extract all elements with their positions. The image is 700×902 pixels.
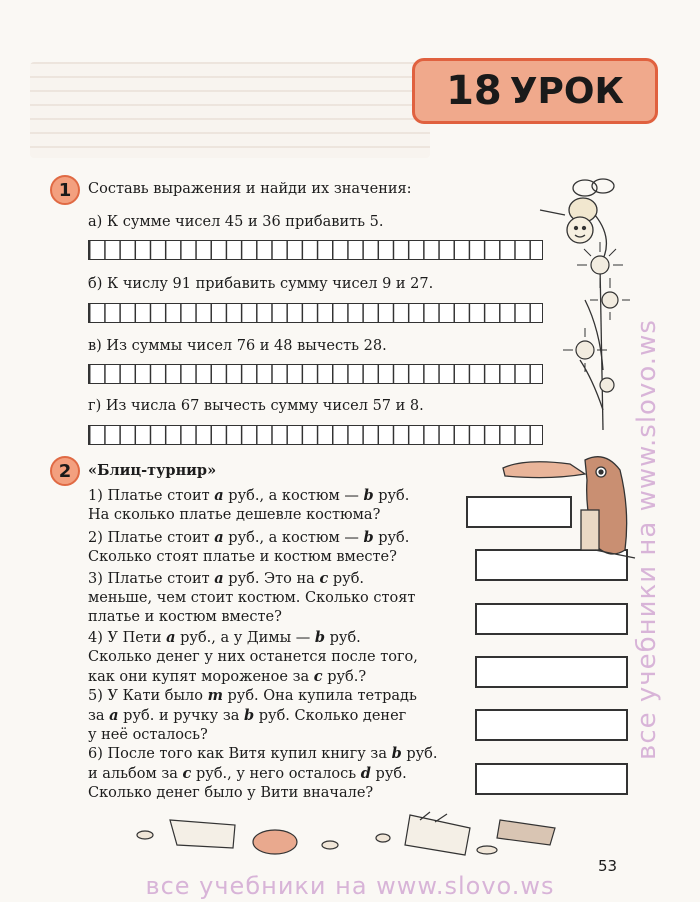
- task1-instruction: Составь выражения и найди их значения:: [88, 181, 412, 197]
- answer-box-6[interactable]: [475, 763, 628, 795]
- task1-item-d: г) Из числа 67 вычесть сумму чисел 57 и 8.: [88, 398, 424, 414]
- question-3: 3) Платье стоит a руб. Это на c руб. меньше, чем стоит костюм. Сколько стоят платье и костюм вместе?: [88, 570, 416, 625]
- task2-title: «Блиц-турнир»: [88, 462, 217, 479]
- question-5: 5) У Кати было m руб. Она купила тетрадь за a руб. и ручку за b руб. Сколько денег у неё осталось?: [88, 687, 417, 743]
- lesson-number: 18: [446, 68, 502, 114]
- task1-item-a: а) К сумме чисел 45 и 36 прибавить 5.: [88, 214, 384, 230]
- answer-box-5[interactable]: [475, 709, 628, 741]
- answer-box-4[interactable]: [475, 656, 628, 688]
- lesson-word: УРОК: [509, 70, 624, 112]
- answer-cells-b[interactable]: [88, 303, 543, 323]
- task2-number: 2: [50, 456, 80, 486]
- task1-item-c: в) Из суммы чисел 76 и 48 вычесть 28.: [88, 338, 387, 354]
- task1-number: 1: [50, 175, 80, 205]
- question-4: 4) У Пети a руб., а у Димы — b руб. Сколько денег у них останется после того, как они купят мороженое за c руб.?: [88, 629, 418, 685]
- watermark-bottom: все учебники на www.slovo.ws: [145, 872, 555, 900]
- answer-box-3[interactable]: [475, 603, 628, 635]
- question-1: 1) Платье стоит a руб., а костюм — b руб. На сколько платье дешевле костюма?: [88, 487, 410, 523]
- answer-cells-a[interactable]: [88, 240, 543, 260]
- bee-flower-illustration: [525, 170, 635, 435]
- watermark-side: все учебники на www.slovo.ws: [632, 319, 662, 760]
- lesson-badge: [412, 58, 658, 124]
- bottom-illustration: [125, 800, 565, 870]
- bleed-through-text: [30, 62, 430, 158]
- page-number: 53: [598, 857, 618, 875]
- owl-illustration: [495, 450, 645, 570]
- question-2: 2) Платье стоит a руб., а костюм — b руб. Сколько стоят платье и костюм вместе?: [88, 529, 410, 565]
- task1-item-b: б) К числу 91 прибавить сумму чисел 9 и 27.: [88, 276, 434, 292]
- answer-cells-c[interactable]: [88, 364, 543, 384]
- answer-cells-d[interactable]: [88, 425, 543, 445]
- question-6: 6) После того как Витя купил книгу за b руб. и альбом за c руб., у него осталось d руб. Сколько денег было у Вити вначале?: [88, 745, 438, 801]
